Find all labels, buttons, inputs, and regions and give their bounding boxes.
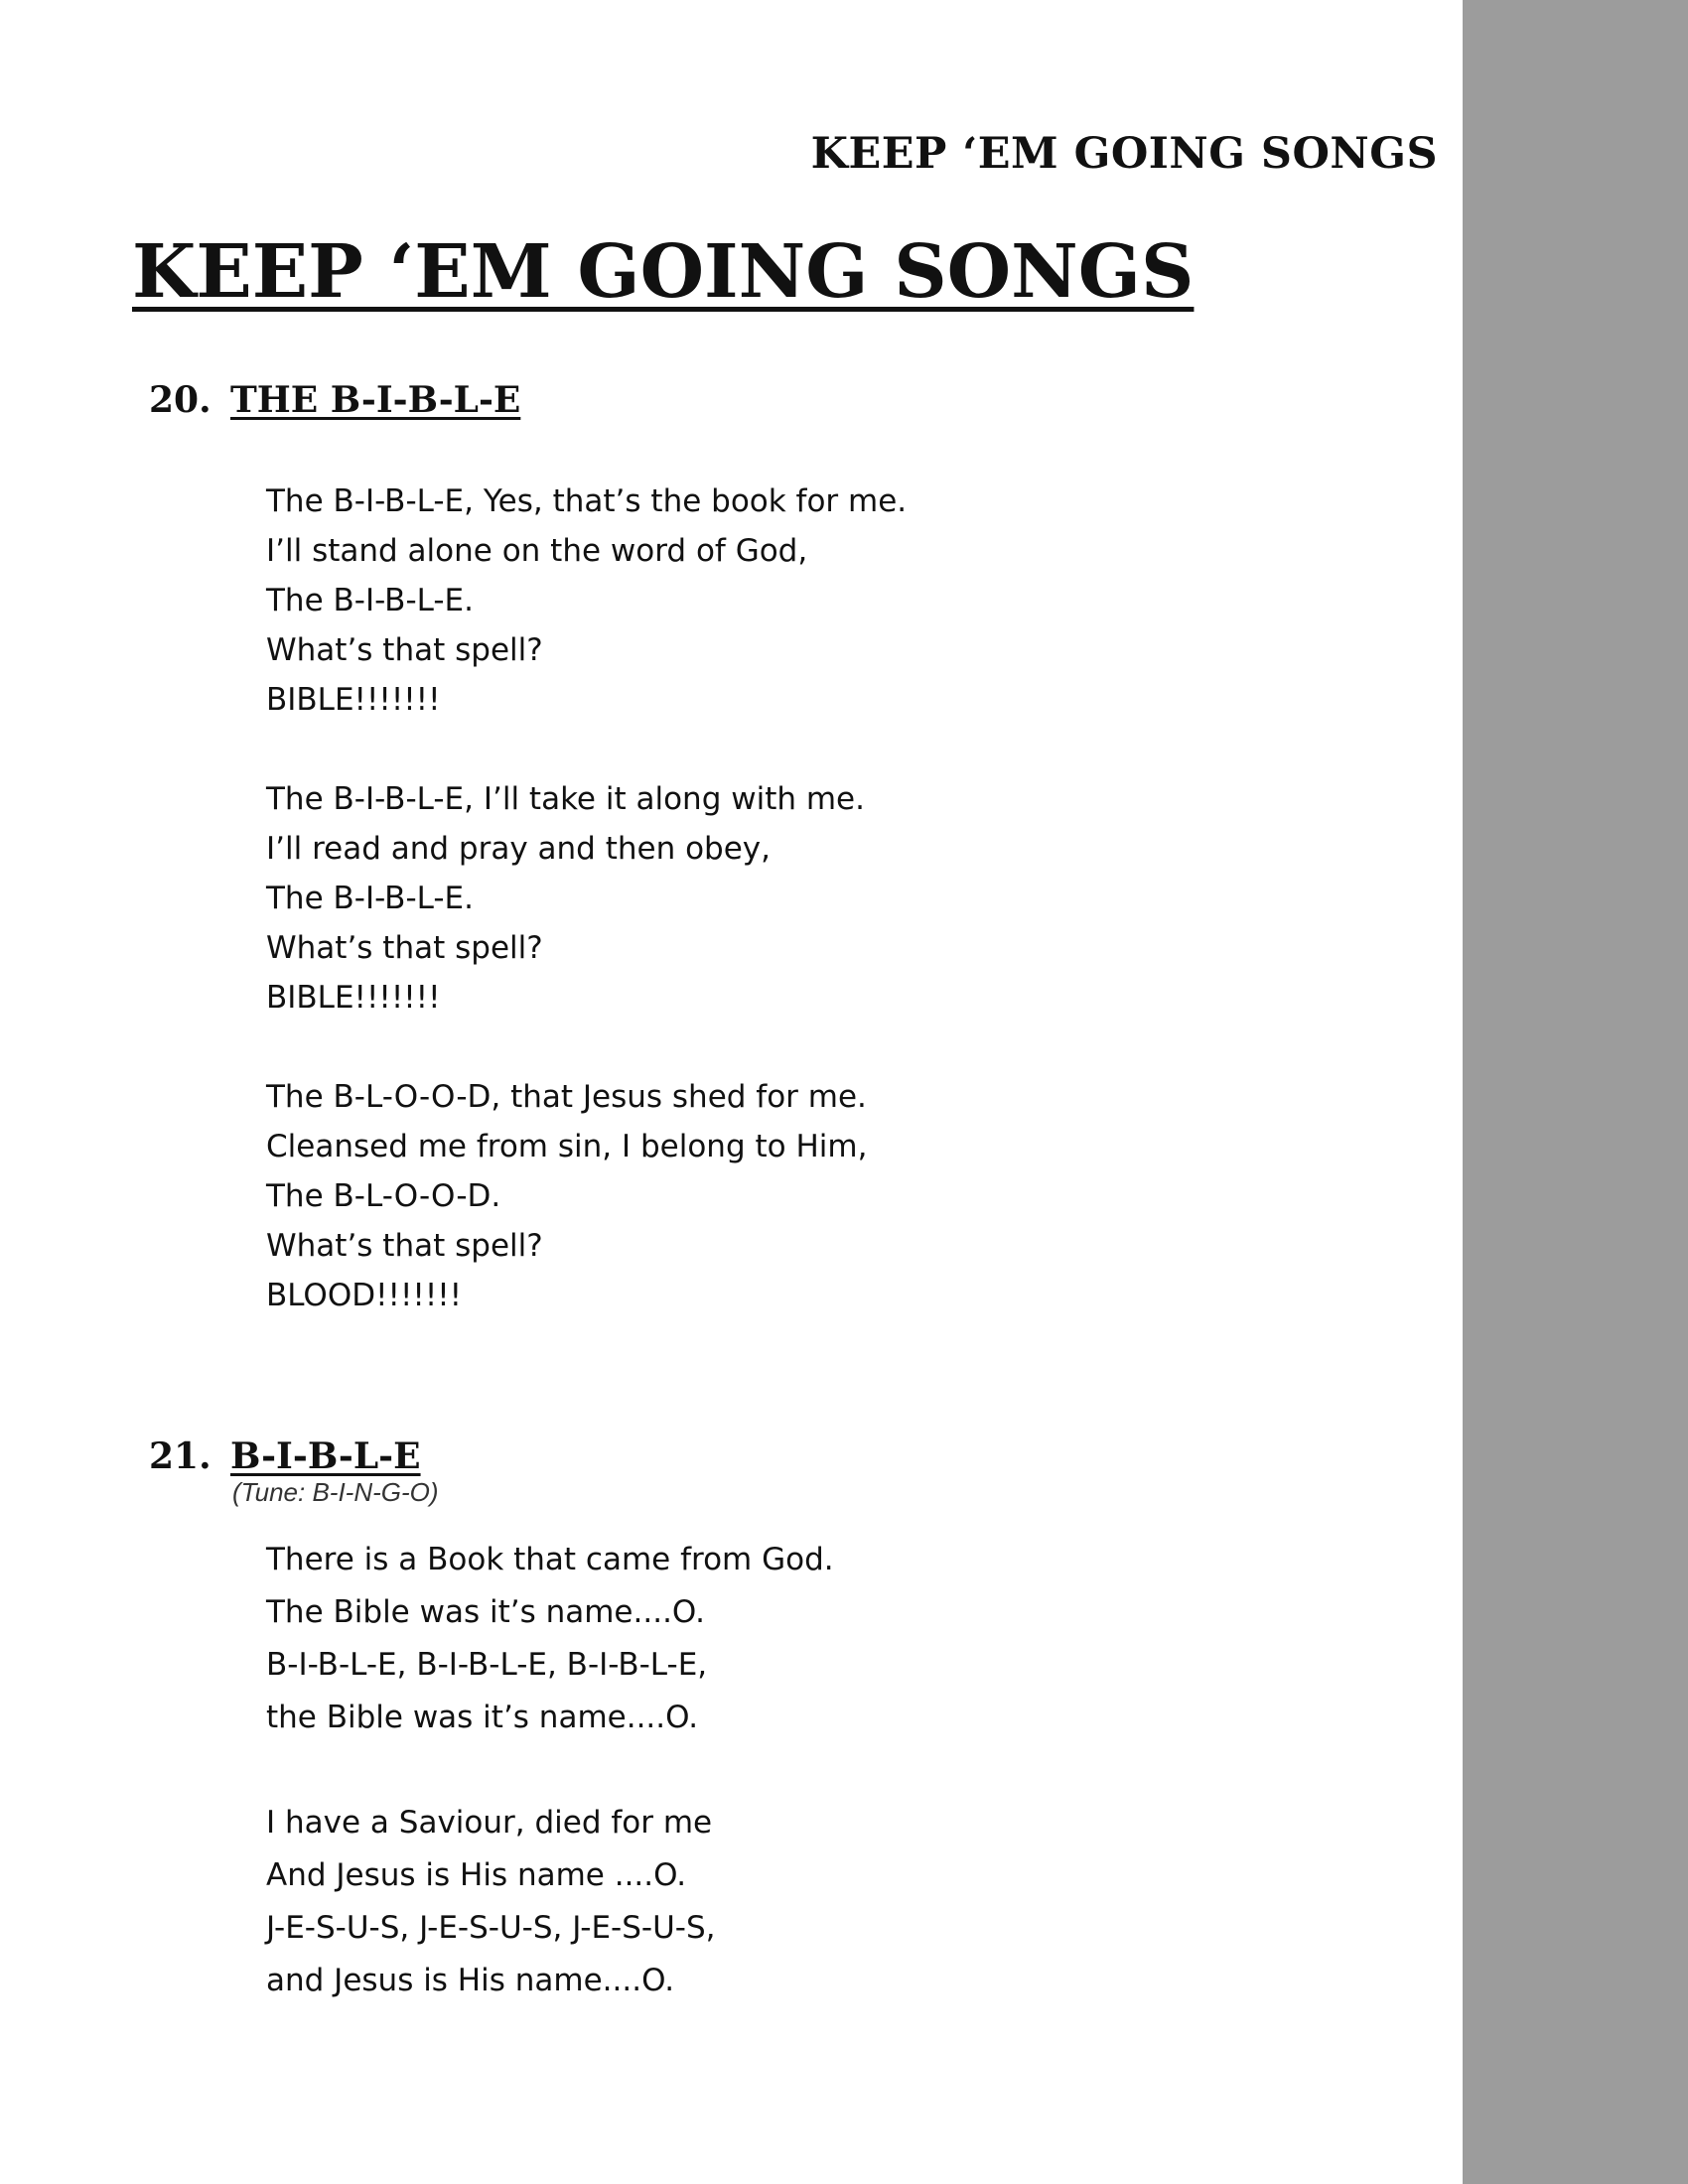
- song-lyrics: [149, 477, 907, 1320]
- lyric-line: B-I-B-L-E, B-I-B-L-E, B-I-B-L-E,: [266, 1647, 708, 1683]
- lyric-line: The Bible was it’s name....O.: [266, 1594, 705, 1630]
- lyric-line: What’s that spell?: [266, 1228, 543, 1264]
- song-heading: [149, 379, 907, 421]
- lyric-line: The B-I-B-L-E.: [266, 583, 474, 618]
- lyric-line: There is a Book that came from God.: [266, 1542, 834, 1577]
- lyric-line: BLOOD!!!!!!!: [266, 1278, 463, 1313]
- lyric-line: What’s that spell?: [266, 632, 543, 668]
- lyric-line: I’ll stand alone on the word of God,: [266, 533, 808, 569]
- song-number: 21.: [149, 1435, 211, 1477]
- verse: [266, 774, 907, 1023]
- song-number: 20.: [149, 379, 211, 421]
- song-21: [149, 1435, 834, 2007]
- page-title: KEEP ‘EM GOING SONGS: [132, 229, 1195, 315]
- song-heading: [149, 1435, 834, 1477]
- lyric-line: The B-L-O-O-D, that Jesus shed for me.: [266, 1079, 867, 1115]
- song-title: THE B-I-B-L-E: [230, 379, 521, 421]
- lyric-line: BIBLE!!!!!!!: [266, 980, 441, 1016]
- lyric-line: BIBLE!!!!!!!: [266, 682, 441, 718]
- lyric-line: The B-L-O-O-D.: [266, 1178, 501, 1214]
- verse: [266, 1534, 834, 1744]
- lyric-line: I’ll read and pray and then obey,: [266, 831, 772, 867]
- song-tune-note: (Tune: B-I-N-G-O): [232, 1477, 439, 1507]
- verse: [266, 1072, 907, 1320]
- running-header: KEEP ‘EM GOING SONGS: [810, 129, 1438, 179]
- lyric-line: I have a Saviour, died for me: [266, 1805, 713, 1841]
- verse: [266, 1797, 834, 2007]
- lyric-line: J-E-S-U-S, J-E-S-U-S, J-E-S-U-S,: [266, 1910, 716, 1946]
- song-lyrics: [149, 1534, 834, 2007]
- lyric-line: And Jesus is His name ....O.: [266, 1857, 687, 1893]
- lyric-line: Cleansed me from sin, I belong to Him,: [266, 1129, 868, 1164]
- lyric-line: The B-I-B-L-E.: [266, 881, 474, 916]
- lyric-line: What’s that spell?: [266, 930, 543, 966]
- verse: [266, 477, 907, 725]
- song-title: B-I-B-L-E: [230, 1435, 421, 1477]
- side-margin-band: [1463, 0, 1688, 2184]
- lyric-line: the Bible was it’s name....O.: [266, 1700, 699, 1735]
- lyric-line: and Jesus is His name....O.: [266, 1963, 675, 1998]
- song-20: [149, 379, 907, 1320]
- lyric-line: The B-I-B-L-E, Yes, that’s the book for me.: [266, 483, 908, 519]
- lyric-line: The B-I-B-L-E, I’ll take it along with me.: [266, 781, 865, 817]
